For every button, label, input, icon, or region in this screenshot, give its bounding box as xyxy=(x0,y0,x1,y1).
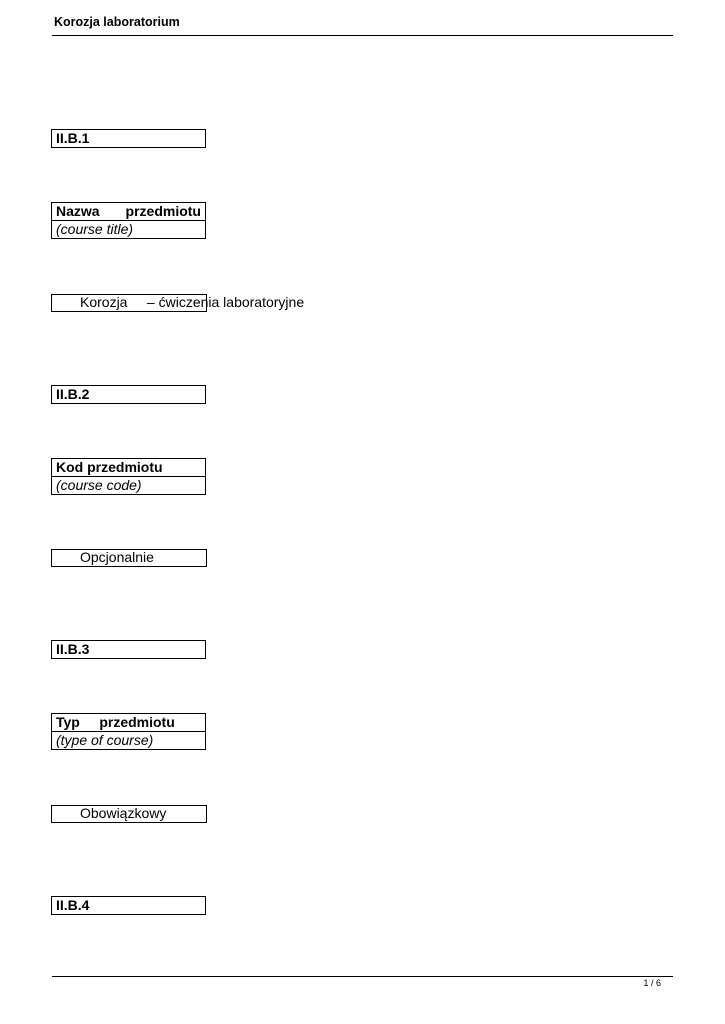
field-label-box xyxy=(51,202,206,239)
field-value: Korozja – ćwiczenia laboratoryjne xyxy=(80,294,305,310)
section-code: II.B.4 xyxy=(56,897,90,913)
section-code-box xyxy=(51,129,206,148)
label-word: Nazwa xyxy=(56,203,100,219)
section-code: II.B.3 xyxy=(56,641,90,657)
field-value: Obowiązkowy xyxy=(80,805,167,821)
field-label-pl xyxy=(52,203,205,220)
section-code-box xyxy=(51,385,206,404)
field-value: Opcjonalnie xyxy=(80,549,154,565)
footer-rule xyxy=(52,976,673,977)
section-code-box xyxy=(51,896,206,915)
field-label-en: (type of course) xyxy=(52,731,205,749)
section-code: II.B.2 xyxy=(56,386,90,402)
field-label-pl xyxy=(52,714,205,731)
label-word: przedmiotu xyxy=(99,714,175,730)
field-label-en: (course code) xyxy=(52,476,205,494)
section-code-box xyxy=(51,640,206,659)
page-header-title: Korozja laboratorium xyxy=(54,15,180,29)
field-label-box xyxy=(51,458,206,495)
label-word: przedmiotu xyxy=(125,203,201,219)
header-rule xyxy=(52,35,673,36)
section-code: II.B.1 xyxy=(56,130,90,146)
field-label-en: (course title) xyxy=(52,220,205,238)
page-number: 1 / 6 xyxy=(643,978,661,988)
field-label-box xyxy=(51,713,206,750)
field-label-pl: Kod przedmiotu xyxy=(56,459,163,475)
label-word: Typ xyxy=(56,714,80,730)
